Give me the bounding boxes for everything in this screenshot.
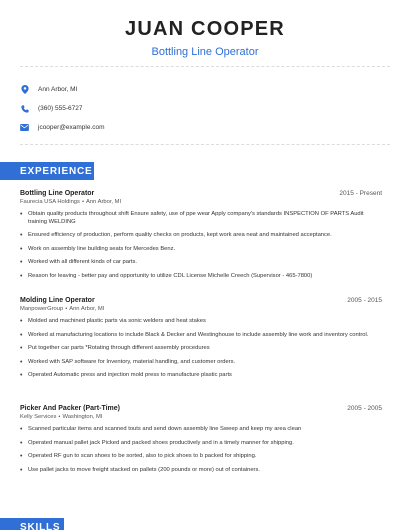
list-item: • Reason for leaving - better pay and opportunity to utilize CDL License Michelle Creech (Supervisor - 465-7800) <box>20 273 382 281</box>
list-item: • Worked at manufacturing locations to include Black & Decker and Westinghouse to include assembly line work and inventory control. <box>20 332 382 340</box>
job-title: Molding Line Operator <box>20 297 95 304</box>
list-item: • Obtain quality products throughout shift Ensure safety, use of ppe wear Apply company's standards INSPECTION OF PARTS Audit training WELDING <box>20 211 382 226</box>
contact-location-text: Ann Arbor, MI <box>38 86 78 93</box>
job-title: Bottling Line Operator <box>20 190 95 197</box>
job-location: Ann Arbor, MI <box>69 306 105 312</box>
job-entry <box>20 297 382 386</box>
list-item: • Molded and machined plastic parts via sonic welders and heat stakes <box>20 318 382 326</box>
list-item: • Use pallet jacks to move freight stacked on pallets (200 pounds or more) out of containers. <box>20 467 382 475</box>
list-item: • Operated manual pallet jack Picked and packed shoes productively and in a timely manner for shipping. <box>20 440 382 448</box>
job-company: Faurecia USA Holdings <box>20 199 80 205</box>
contact-list <box>20 80 105 137</box>
job-dates: 2005 - 2015 <box>347 297 382 304</box>
list-item: • Operated Automatic press and injection mold press to manufacture plastic parts <box>20 372 382 380</box>
job-bullets <box>20 426 382 474</box>
job-entry <box>20 405 382 480</box>
job-location: Washington, MI <box>62 414 103 420</box>
list-item: • Work on assembly line building seats for Mercedes Benz. <box>20 246 382 254</box>
list-item: • Operated RF gun to scan shoes to be sorted, also to pick shoes to b packed for shipping. <box>20 453 382 461</box>
contact-phone-text: (360) 555-6727 <box>38 105 83 112</box>
job-entry <box>20 190 382 287</box>
skills-section-header: SKILLS <box>0 518 64 530</box>
job-company: Kelly Services <box>20 414 57 420</box>
contact-phone <box>20 99 105 118</box>
job-dates: 2015 - Present <box>339 190 382 197</box>
job-dates: 2005 - 2005 <box>347 405 382 412</box>
experience-section-header: EXPERIENCE <box>0 162 94 180</box>
job-company-line: Kelly Services • Washington, MI <box>20 414 103 420</box>
candidate-name: JUAN COOPER <box>125 18 285 40</box>
list-item: • Scanned particular items and scanned touts and send down assembly line Sweep and keep my area clean <box>20 426 382 434</box>
list-item: • Worked with SAP software for Inventory, material handling, and customer orders. <box>20 359 382 367</box>
job-bullets <box>20 211 382 281</box>
job-bullets <box>20 318 382 380</box>
job-title: Picker And Packer (Part-Time) <box>20 405 120 412</box>
job-company-line: ManpowerGroup • Ann Arbor, MI <box>20 306 105 312</box>
contact-email <box>20 118 105 137</box>
contact-email-text: jcooper@example.com <box>38 124 105 131</box>
contact-divider <box>20 144 390 145</box>
phone-icon <box>20 104 29 113</box>
contact-location <box>20 80 105 99</box>
header-divider <box>20 66 390 67</box>
job-company: ManpowerGroup <box>20 306 64 312</box>
resume-header <box>0 0 410 58</box>
list-item: • Worked with all different kinds of car parts. <box>20 259 382 267</box>
location-pin-icon <box>20 85 29 94</box>
mail-icon <box>20 123 29 132</box>
list-item: • Ensured efficiency of production, perform quality checks on products, kept work area neat and maintained acceptance. <box>20 232 382 240</box>
job-company-line: Faurecia USA Holdings • Ann Arbor, MI <box>20 199 122 205</box>
candidate-title: Bottling Line Operator <box>151 46 259 58</box>
job-location: Ann Arbor, MI <box>85 199 122 205</box>
list-item: • Put together car parts *Rotating through different assembly procedures <box>20 345 382 353</box>
